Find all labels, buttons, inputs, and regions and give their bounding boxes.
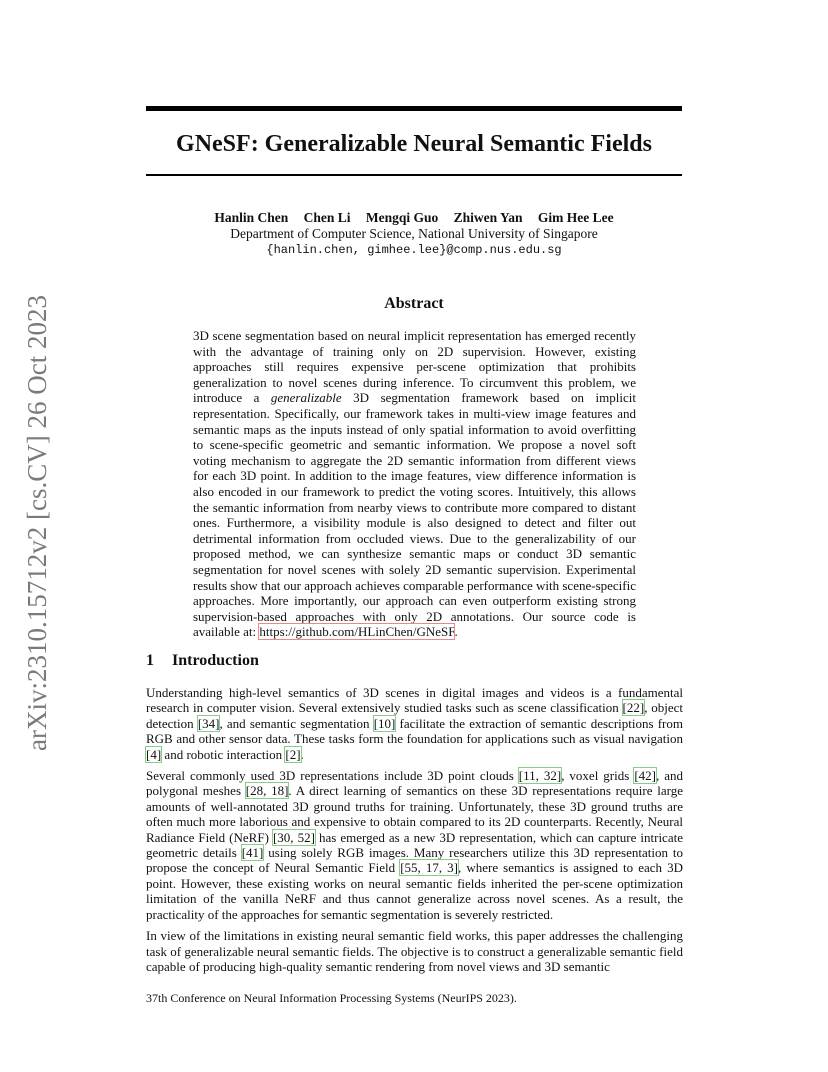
abstract-text [193, 328, 636, 640]
author-block [146, 210, 682, 258]
paragraph [146, 768, 683, 922]
text-run: and robotic interaction [161, 746, 286, 762]
text-run: Several commonly used 3D representations include 3D point clouds [146, 768, 519, 784]
citation-link[interactable]: [34] [197, 715, 220, 731]
paper-title: GNeSF: Generalizable Neural Semantic Fields [176, 131, 652, 157]
citation-link[interactable]: [41] [241, 845, 264, 861]
text-run: . A direct learning of semantics on these 3D representations require large amounts of well-annotated 3D ground truths for training. Unfortunately, these 3D ground truths are often much more laborious and expensive to obtain compared to its 2D counterparts. Recently, Neural Radiance Field (NeRF) [146, 783, 683, 845]
author-email: {hanlin.chen, gimhee.lee}@comp.nus.edu.sg [266, 243, 562, 257]
author-name: Gim Hee Lee [537, 210, 614, 225]
text-run: using solely RGB images. Many researchers utilize this 3D representation to propose the concept of Neural Semantic Field [146, 845, 683, 876]
citation-link[interactable]: [55, 17, 3] [400, 860, 459, 876]
paragraph [146, 685, 683, 762]
conference-footer: 37th Conference on Neural Information Processing Systems (NeurIPS 2023). [146, 991, 517, 1005]
author-names [146, 210, 682, 226]
section-heading [146, 650, 682, 672]
citation-link[interactable]: [42] [634, 768, 656, 784]
text-run: , and polygonal meshes [146, 768, 683, 799]
text-run: , object detection [146, 700, 683, 731]
citation-link[interactable]: [22] [622, 700, 645, 716]
text-run: , voxel grids [561, 768, 635, 784]
introduction-body [146, 685, 683, 980]
citation-link[interactable]: [28, 18] [245, 783, 289, 799]
paragraph: In view of the limitations in existing neural semantic field works, this paper addresses the challenging task of generalizable neural semantic fields. The objective is to construct a generalizable semantic field capable of producing high-quality semantic rendering from novel views and 3D semantic [146, 928, 683, 974]
abstract-heading: Abstract [384, 295, 444, 312]
abstract-emphasis: generalizable [270, 390, 342, 406]
text-run: has emerged as a new 3D representation, which can capture intricate geometric details [146, 829, 683, 861]
text-run: , where semantics is assigned to each 3D point. However, these existing works on neural semantic fields inherited the per-scene optimization limitation of the vanilla NeRF and thus cannot generalize across novel scenes. As a result, the practicality of the approaches for semantic segmentation is severely restricted. [146, 860, 683, 922]
arxiv-stamp: arXiv:2310.15712v2 [cs.CV] 26 Oct 2023 [22, 295, 52, 751]
abstract-part: 3D scene segmentation based on neural implicit representation has emerged recently with the advantage of training only on 2D supervision. However, existing approaches still requires expensive per-scene optimization that prohibits generalization to novel scenes during inference. To circumvent this problem, we introduce a [193, 328, 636, 406]
text-run: , and semantic segmentation [219, 715, 374, 731]
affiliation: Department of Computer Science, National University of Singapore [230, 226, 598, 241]
source-code-link[interactable]: https://github.com/HLinChen/GNeSF [259, 624, 455, 640]
author-name: Chen Li [303, 210, 351, 225]
title-rule-top [146, 106, 682, 111]
citation-link[interactable]: [10] [373, 715, 396, 731]
title-rule-bottom [146, 174, 682, 176]
author-name: Zhiwen Yan [453, 210, 523, 225]
author-name: Hanlin Chen [214, 210, 289, 225]
abstract-part: 3D segmentation framework based on implicit representation. Specifically, our framework takes in multi-view image features and semantic maps as the inputs instead of only spatial information to avoid overfitting to scene-specific geometric and semantic information. We propose a novel soft voting mechanism to aggregate the 2D semantic information from different views for each 3D point. In addition to the image features, view difference information is also encoded in our framework to predict the voting scores. Intuitively, this allows the semantic information from nearby views to contribute more compared to distant ones. Furthermore, a visibility module is also designed to detect and filter out detrimental information from occluded views. Due to the generalizability of our proposed method, we can synthesize semantic maps or conduct 3D semantic segmentation for novel scenes with solely 2D semantic supervision. Experimental results show that our approach achieves comparable performance with scene-specific approaches. More importantly, our approach can even outperform existing strong supervision-based approaches with only 2D annotations. Our source code is available at: [193, 390, 636, 640]
text-run: . [300, 746, 304, 762]
section-title: Introduction [172, 652, 259, 669]
citation-link[interactable]: [30, 52] [272, 829, 315, 845]
citation-link[interactable]: [4] [146, 746, 162, 762]
section-number: 1 [146, 652, 154, 669]
abstract-end: . [454, 624, 458, 640]
text-run: facilitate the extraction of semantic descriptions from RGB and other sensor data. These tasks form the foundation for applications such as visual navigation [146, 715, 683, 747]
citation-link[interactable]: [11, 32] [518, 768, 562, 784]
author-name: Mengqi Guo [365, 210, 439, 225]
citation-link[interactable]: [2] [285, 746, 301, 762]
text-run: Understanding high-level semantics of 3D scenes in digital images and videos is a fundamental research in computer vision. Several extensively studied tasks such as scene classification [146, 685, 683, 716]
